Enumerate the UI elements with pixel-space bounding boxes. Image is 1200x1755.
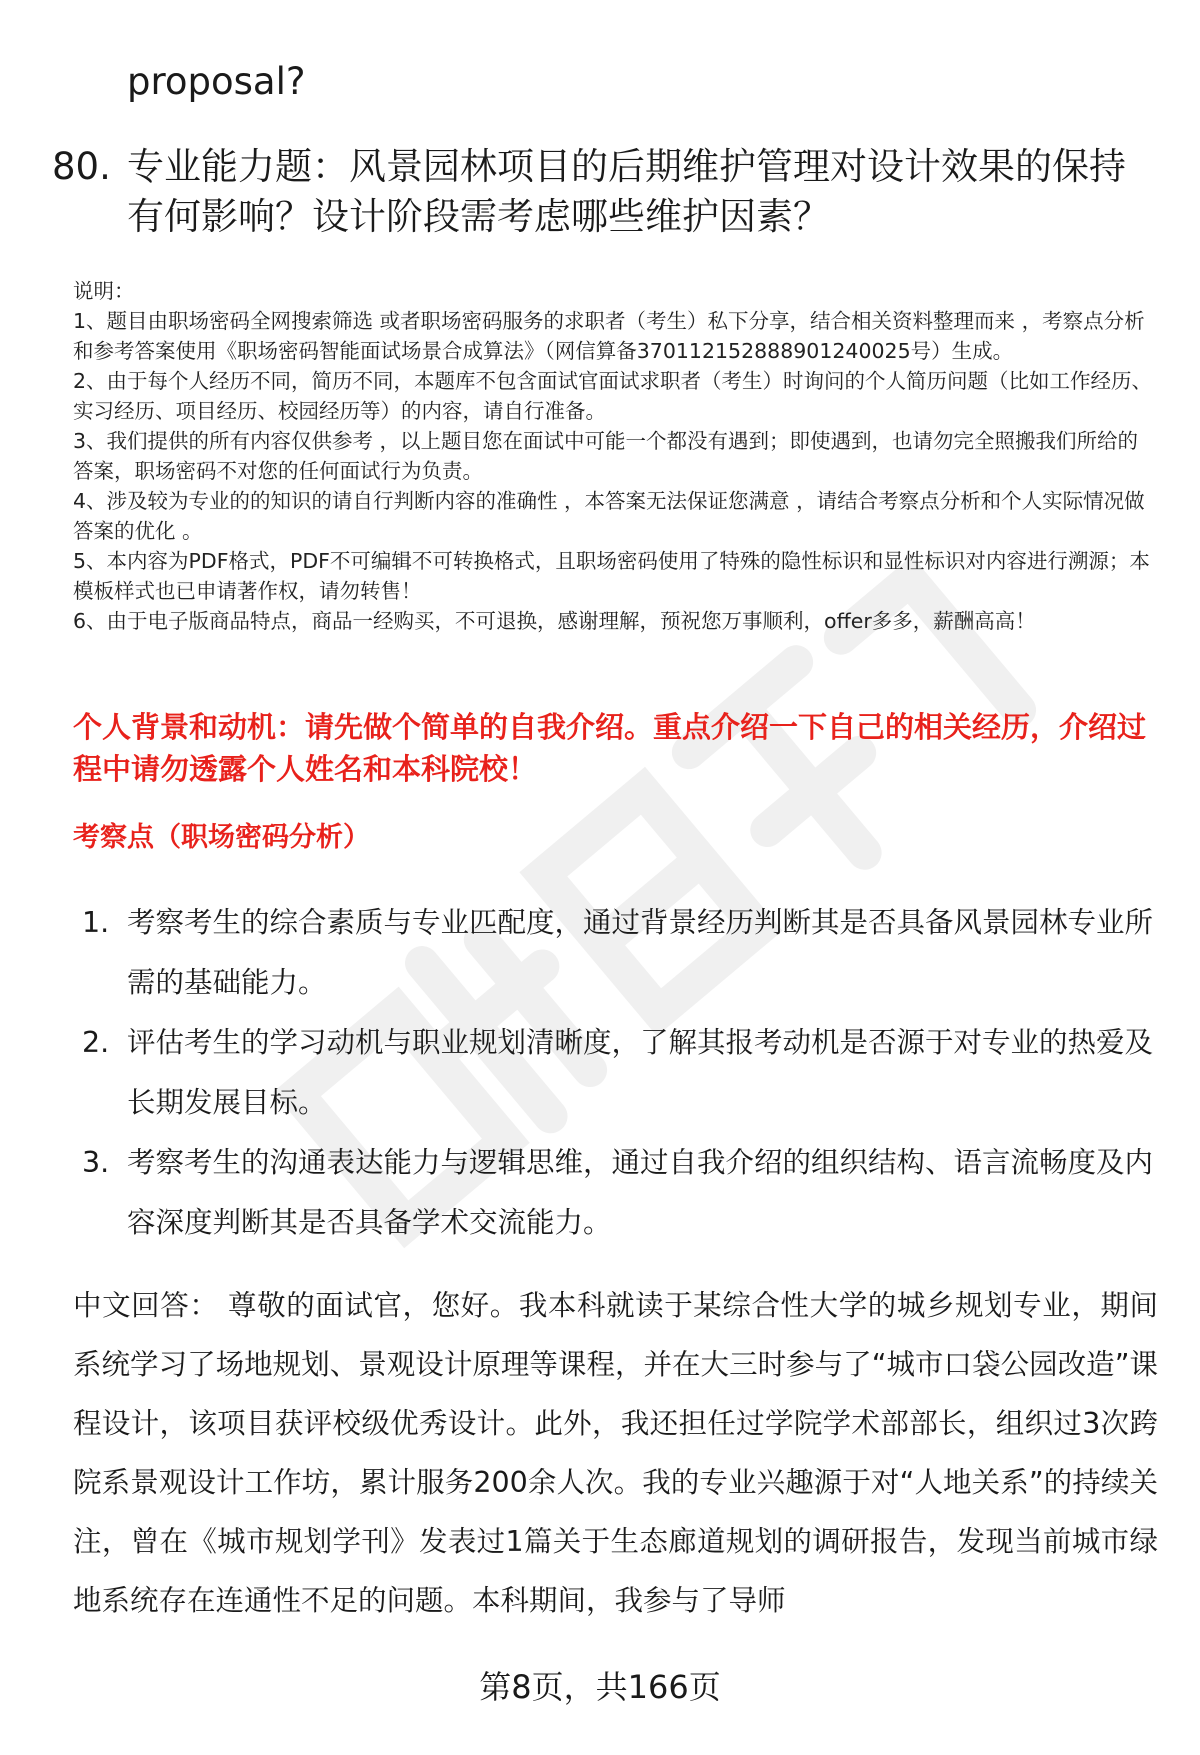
notes-block [73,276,1158,636]
answer-label: 中文回答： [73,1289,219,1322]
analysis-point [82,1133,1162,1253]
answer-block [73,1276,1158,1630]
note-item: 1、题目由职场密码全网搜索筛选 或者职场密码服务的求职者（考生）私下分享，结合相关资料整理而来 ，考察点分析和参考答案使用《职场密码智能面试场景合成算法》（网信算备370112152888901240025号）生成。 [73,309,1145,363]
question-continuation: proposal? [127,60,306,103]
question-number: 80. [52,145,111,188]
question-80 [52,142,1162,242]
point-text: 考察考生的综合素质与专业匹配度，通过背景经历判断其是否具备风景园林专业所需的基础能力。 [127,906,1154,999]
note-item: 5、本内容为PDF格式，PDF不可编辑不可转换格式，且职场密码使用了特殊的隐性标识和显性标识对内容进行溯源；本模板样式也已申请著作权，请勿转售！ [73,549,1150,603]
analysis-points-list [82,893,1162,1253]
question-text: 专业能力题：风景园林项目的后期维护管理对设计效果的保持有何影响？设计阶段需考虑哪些维护因素？ [127,145,1126,238]
notes-heading: 说明： [73,279,135,303]
point-text: 考察考生的沟通表达能力与逻辑思维，通过自我介绍的组织结构、语言流畅度及内容深度判断其是否具备学术交流能力。 [127,1146,1154,1239]
note-item: 6、由于电子版商品特点，商品一经购买，不可退换，感谢理解，预祝您万事顺利，offer多多，薪酬高高！ [73,609,1036,633]
point-text: 评估考生的学习动机与职业规划清晰度，了解其报考动机是否源于对专业的热爱及长期发展目标。 [127,1026,1154,1119]
analysis-point [82,1013,1162,1133]
note-item: 2、由于每个人经历不同，简历不同，本题库不包含面试官面试求职者（考生）时询问的个人简历问题（比如工作经历、实习经历、项目经历、校园经历等）的内容，请自行准备。 [73,369,1153,423]
note-item: 4、涉及较为专业的的知识的请自行判断内容的准确性 ，本答案无法保证您满意 ，请结合考察点分析和个人实际情况做答案的优化 。 [73,489,1145,543]
answer-text: 尊敬的面试官，您好。我本科就读于某综合性大学的城乡规划专业，期间系统学习了场地规划、景观设计原理等课程，并在大三时参与了“城市口袋公园改造”课程设计，该项目获评校级优秀设计。此外，我还担任过学院学术部部长，组织过3次跨院系景观设计工作坊，累计服务200余人次。我的专业兴趣源于对“人地关系”的持续关注，曾在《城市规划学刊》发表过1篇关于生态廊道规划的调研报告，发现当前城市绿地系统存在连通性不足的问题。本科期间，我参与了导师 [73,1289,1158,1617]
point-number: 2. [82,1026,110,1059]
analysis-point [82,893,1162,1013]
analysis-title: 考察点（职场密码分析） [73,822,370,853]
page-footer: 第8页，共166页 [479,1668,721,1706]
point-number: 1. [82,906,110,939]
note-item: 3、我们提供的所有内容仅供参考 ，以上题目您在面试中可能一个都没有遇到；即使遇到，也请勿完全照搬我们所给的答案，职场密码不对您的任何面试行为负责。 [73,429,1139,483]
point-number: 3. [82,1146,110,1179]
section-title: 个人背景和动机：请先做个简单的自我介绍。重点介绍一下自己的相关经历，介绍过程中请勿透露个人姓名和本科院校！ [73,710,1147,786]
